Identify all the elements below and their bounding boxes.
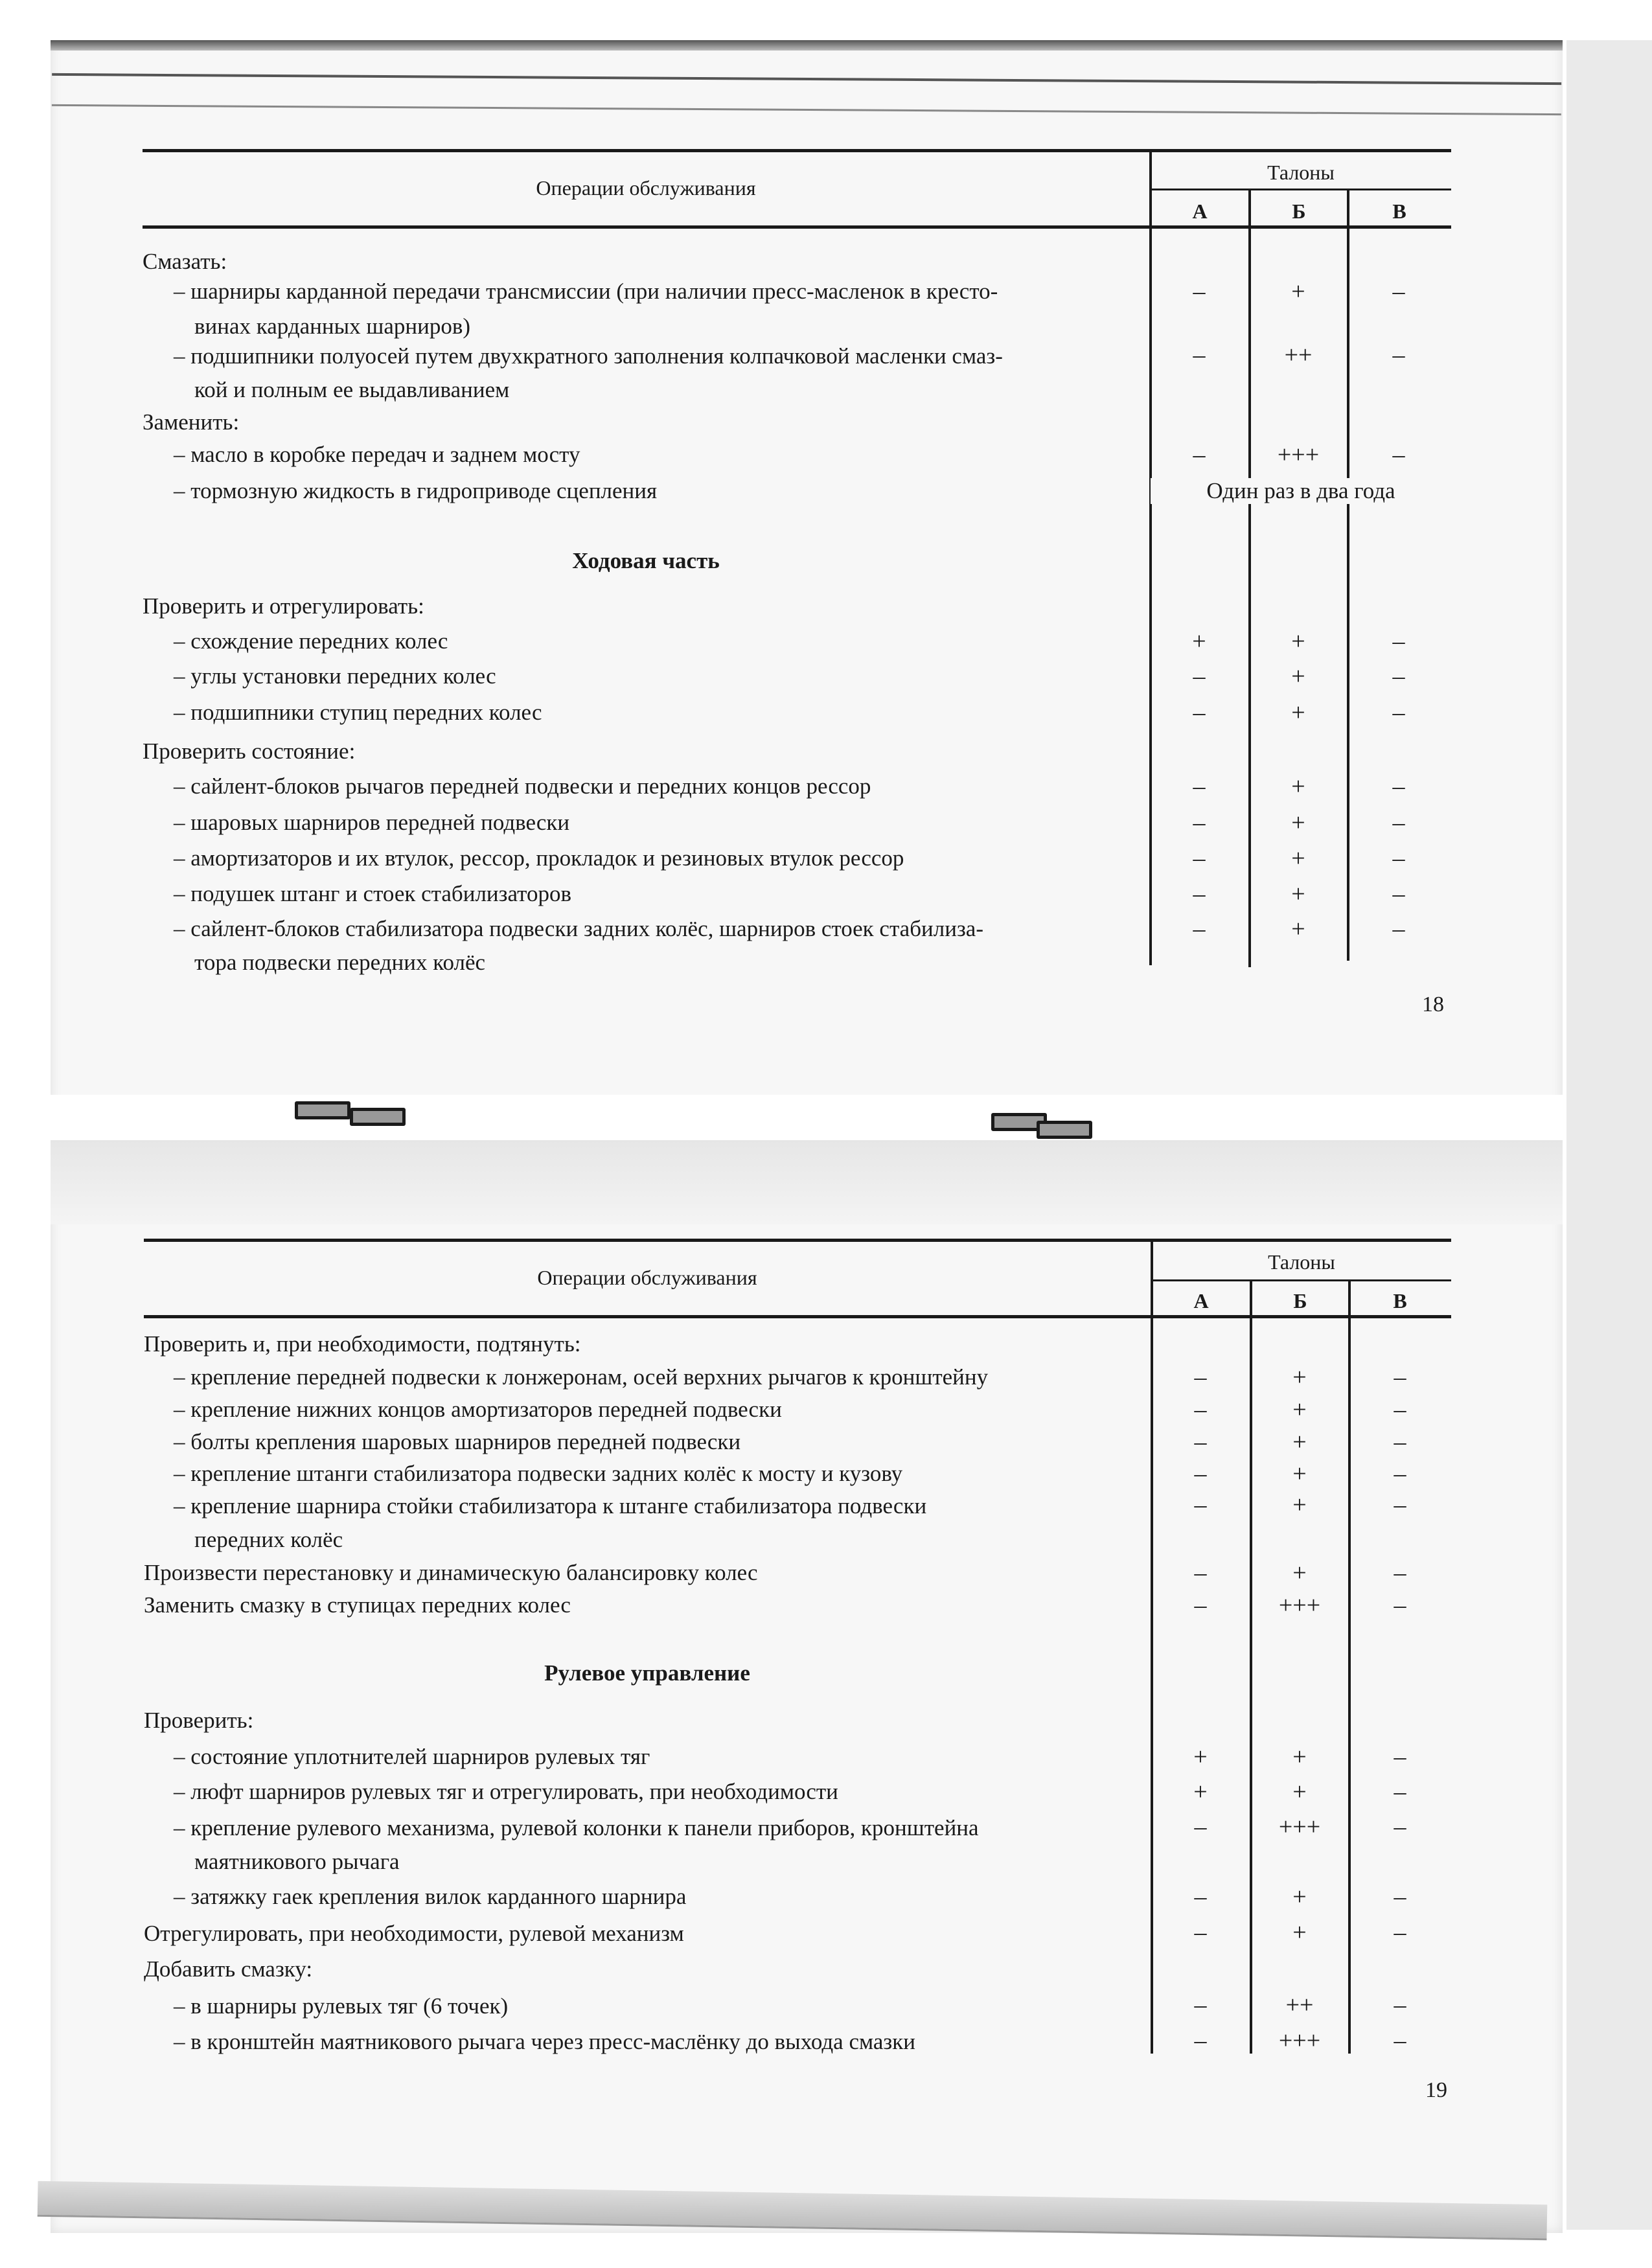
mark-v: –: [1394, 1491, 1406, 1518]
header-col-v: В: [1393, 1289, 1407, 1312]
header-col-b: Б: [1293, 1289, 1307, 1312]
group-label: Проверить и отрегулировать:: [143, 593, 424, 619]
item-line: – крепление передней подвески к лонжеронам, осей верхних рычагов к кронштейну: [174, 1364, 989, 1390]
mark-v: –: [1394, 1559, 1406, 1586]
mark-a: –: [1194, 1491, 1207, 1518]
mark-v: –: [1394, 1883, 1406, 1910]
group-label: Проверить:: [144, 1708, 254, 1733]
group-label: Проверить и, при необходимости, подтянуть:: [144, 1331, 581, 1357]
mark-a: –: [1194, 1919, 1207, 1946]
item-line: – люфт шарниров рулевых тяг и отрегулировать, при необходимости: [174, 1779, 838, 1804]
mark-a: –: [1193, 773, 1206, 800]
mark-a: –: [1194, 1559, 1207, 1586]
mark-b: +: [1292, 1364, 1307, 1391]
mark-a: –: [1194, 1991, 1207, 2019]
item-line: винах карданных шарниров): [194, 314, 471, 339]
staple-icon: [295, 1101, 350, 1119]
mark-b: +: [1291, 809, 1305, 836]
mark-v: –: [1392, 915, 1405, 943]
mark-b: +: [1292, 1460, 1307, 1487]
table-top-rule: [143, 149, 1451, 152]
mark-b: +++: [1277, 441, 1320, 468]
mark-a: –: [1194, 1460, 1207, 1487]
mark-a: –: [1194, 1364, 1207, 1391]
page-number: 19: [1425, 2078, 1447, 2102]
mark-v: –: [1394, 1743, 1406, 1770]
mark-b: +: [1291, 663, 1305, 690]
header-col-a: А: [1192, 200, 1208, 223]
top-level-item: Заменить смазку в ступицах передних колес: [144, 1592, 571, 1618]
mark-v: –: [1392, 341, 1405, 369]
mark-b: +: [1292, 1428, 1307, 1456]
column-divider-ops: [1149, 150, 1152, 965]
mark-v: –: [1392, 278, 1405, 305]
item-line: – в шарниры рулевых тяг (6 точек): [174, 1993, 509, 2019]
group-label: Смазать:: [143, 249, 227, 274]
item-line: – крепление шарнира стойки стабилизатора к штанге стабилизатора подвески: [174, 1493, 927, 1518]
staple-icon: [350, 1108, 406, 1126]
item-line: – шаровых шарниров передней подвески: [174, 810, 570, 835]
item-line: – крепление рулевого механизма, рулевой колонки к панели приборов, кронштейна: [174, 1815, 979, 1840]
mark-b: +: [1291, 278, 1305, 305]
mark-b: ++: [1284, 341, 1313, 369]
mark-b: +++: [1278, 2027, 1321, 2054]
item-line: – болты крепления шаровых шарниров передней подвески: [174, 1429, 741, 1454]
mark-v: –: [1392, 663, 1405, 690]
sheet-top-edge: [51, 40, 1563, 51]
header-operations: Операции обслуживания: [537, 1266, 757, 1289]
column-divider-b-v: [1348, 1281, 1351, 2054]
item-line: – в кронштейн маятникового рычага через пресс-маслёнку до выхода смазки: [174, 2029, 915, 2054]
page-fold: [51, 1095, 1563, 1140]
mark-a: –: [1193, 699, 1206, 726]
header-col-b: Б: [1292, 200, 1306, 223]
item-line: – углы установки передних колес: [174, 663, 496, 689]
mark-v: –: [1392, 773, 1405, 800]
item-line: – подшипники ступиц передних колес: [174, 700, 542, 725]
mark-b: +: [1292, 1919, 1307, 1946]
group-label: Добавить смазку:: [144, 1956, 313, 1982]
header-coupons: Талоны: [1268, 1250, 1335, 1274]
mark-v: –: [1392, 845, 1405, 872]
coupons-divider: [1152, 1279, 1451, 1281]
mark-b: +: [1292, 1883, 1307, 1910]
mark-a: –: [1194, 1883, 1207, 1910]
group-label: Проверить состояние:: [143, 739, 356, 764]
mark-b: +: [1292, 1396, 1307, 1423]
mark-v: –: [1394, 1428, 1406, 1456]
mark-v: –: [1392, 699, 1405, 726]
item-line: – схождение передних колес: [174, 628, 448, 654]
mark-b: +: [1291, 915, 1305, 943]
header-col-a: А: [1193, 1289, 1209, 1312]
item-line: – крепление штанги стабилизатора подвески задних колёс к мосту и кузову: [174, 1461, 903, 1486]
mark-b: +++: [1278, 1813, 1321, 1840]
item-line: тора подвески передних колёс: [194, 950, 486, 975]
item-line: – масло в коробке передач и заднем мосту: [174, 442, 580, 467]
mark-v: –: [1392, 809, 1405, 836]
mark-v: –: [1394, 1813, 1406, 1840]
mark-a: +: [1193, 1778, 1208, 1805]
staple-icon: [1037, 1121, 1092, 1139]
mark-a: –: [1193, 880, 1206, 908]
mark-b: +++: [1278, 1592, 1321, 1619]
item-line: маятникового рычага: [194, 1849, 400, 1874]
mark-v: –: [1394, 1460, 1406, 1487]
item-line: – шарниры карданной передачи трансмиссии (при наличии пресс-масленок в кресто-: [174, 279, 998, 304]
mark-v: –: [1392, 441, 1405, 468]
item-line: – сайлент-блоков рычагов передней подвески и передних концов рессор: [174, 773, 871, 799]
mark-a: –: [1193, 845, 1206, 872]
group-label: Заменить:: [143, 409, 240, 435]
mark-a: –: [1194, 1813, 1207, 1840]
mark-a: +: [1192, 628, 1206, 655]
page-number: 18: [1422, 992, 1444, 1016]
header-coupons: Талоны: [1267, 161, 1335, 184]
section-title: Рулевое управление: [544, 1660, 750, 1686]
header-operations: Операции обслуживания: [536, 176, 756, 200]
mark-a: –: [1194, 1396, 1207, 1423]
mark-b: +: [1291, 845, 1305, 872]
scan-background-strip: [1566, 40, 1652, 2230]
mark-b: ++: [1285, 1991, 1314, 2019]
mark-v: –: [1394, 1364, 1406, 1391]
mark-b: +: [1292, 1778, 1307, 1805]
top-level-item: Произвести перестановку и динамическую балансировку колес: [144, 1560, 758, 1585]
mark-a: –: [1194, 1592, 1207, 1619]
mark-b: +: [1292, 1491, 1307, 1518]
header-bottom-rule: [143, 225, 1451, 229]
item-line: – крепление нижних концов амортизаторов передней подвески: [174, 1397, 782, 1422]
mark-v: –: [1394, 1396, 1406, 1423]
header-bottom-rule: [144, 1315, 1451, 1318]
item-line: – тормозную жидкость в гидроприводе сцепления: [174, 478, 658, 503]
item-line: – затяжку гаек крепления вилок карданного шарнира: [174, 1884, 687, 1909]
column-divider-b-v: [1347, 190, 1349, 961]
mark-a: –: [1193, 809, 1206, 836]
mark-a: –: [1193, 663, 1206, 690]
mark-v: –: [1394, 1919, 1406, 1946]
mark-b: +: [1291, 699, 1305, 726]
item-line: – состояние уплотнителей шарниров рулевых тяг: [174, 1744, 650, 1769]
mark-a: –: [1194, 1428, 1207, 1456]
section-title: Ходовая часть: [572, 548, 720, 573]
item-line: – амортизаторов и их втулок, рессор, прокладок и резиновых втулок рессор: [174, 845, 904, 871]
mark-a: –: [1194, 2027, 1207, 2054]
mark-v: –: [1394, 1991, 1406, 2019]
item-line: – подшипники полуосей путем двухкратного заполнения колпачковой масленки смаз-: [174, 343, 1003, 369]
mark-a: –: [1193, 915, 1206, 943]
item-line: кой и полным ее выдавливанием: [194, 377, 510, 402]
mark-b: +: [1291, 773, 1305, 800]
mark-b: +: [1291, 628, 1305, 655]
mark-v: –: [1394, 1592, 1406, 1619]
span-note: Один раз в два года: [1151, 478, 1451, 504]
mark-b: +: [1292, 1743, 1307, 1770]
mark-a: +: [1193, 1743, 1208, 1770]
mark-v: –: [1392, 628, 1405, 655]
mark-v: –: [1394, 2027, 1406, 2054]
mark-v: –: [1394, 1778, 1406, 1805]
mark-v: –: [1392, 880, 1405, 908]
mark-a: –: [1193, 441, 1206, 468]
item-line: передних колёс: [194, 1527, 343, 1552]
top-level-item: Отрегулировать, при необходимости, рулевой механизм: [144, 1921, 684, 1946]
header-col-v: В: [1392, 200, 1406, 223]
table-top-rule: [144, 1239, 1451, 1242]
mark-a: –: [1193, 341, 1206, 369]
coupons-divider: [1151, 189, 1451, 190]
mark-b: +: [1291, 880, 1305, 908]
item-line: – подушек штанг и стоек стабилизаторов: [174, 881, 571, 906]
mark-a: –: [1193, 278, 1206, 305]
item-line: – сайлент-блоков стабилизатора подвески задних колёс, шарниров стоек стабилиза-: [174, 916, 983, 941]
mark-b: +: [1292, 1559, 1307, 1586]
